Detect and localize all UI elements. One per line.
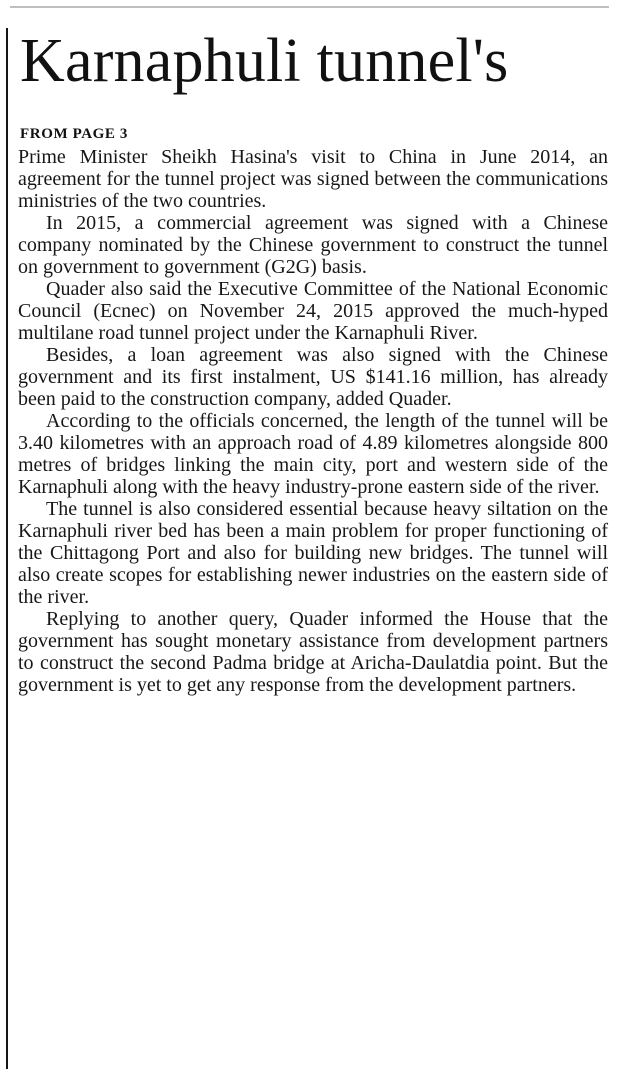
paragraph-6: The tunnel is also considered essential because heavy siltation on the Karnaphuli river bed has been a main problem for proper functioning of the Chittagong Port and also for building new bridges. The tunnel will also create scopes for establishing newer industries on the eastern side of the river.: [18, 498, 608, 608]
paragraph-4: Besides, a loan agreement was also signed with the Chinese government and its first instalment, US $141.16 million, has already been paid to the construction company, added Quader.: [18, 344, 608, 410]
top-rule: [10, 6, 609, 8]
paragraph-2: In 2015, a commercial agreement was signed with a Chinese company nominated by the Chinese government to construct the tunnel on government to government (G2G) basis.: [18, 212, 608, 278]
left-column-rule: [6, 28, 8, 1069]
continued-from-label: FROM PAGE 3: [20, 126, 128, 142]
headline: Karnaphuli tunnel's: [20, 27, 509, 95]
paragraph-1: Prime Minister Sheikh Hasina's visit to China in June 2014, an agreement for the tunnel project was signed between the communications ministries of the two countries.: [18, 146, 608, 212]
article-body: [18, 146, 608, 696]
paragraph-5: According to the officials concerned, the length of the tunnel will be 3.40 kilometres with an approach road of 4.89 kilometres alongside 800 metres of bridges linking the main city, port and western side of the Karnaphuli along with the heavy industry-prone eastern side of the river.: [18, 410, 608, 498]
paragraph-3: Quader also said the Executive Committee of the National Economic Council (Ecnec) on November 24, 2015 approved the much-hyped multilane road tunnel project under the Karnaphuli River.: [18, 278, 608, 344]
paragraph-7: Replying to another query, Quader informed the House that the government has sought monetary assistance from development partners to construct the second Padma bridge at Aricha-Daulatdia point. But the government is yet to get any response from the development partners.: [18, 608, 608, 696]
